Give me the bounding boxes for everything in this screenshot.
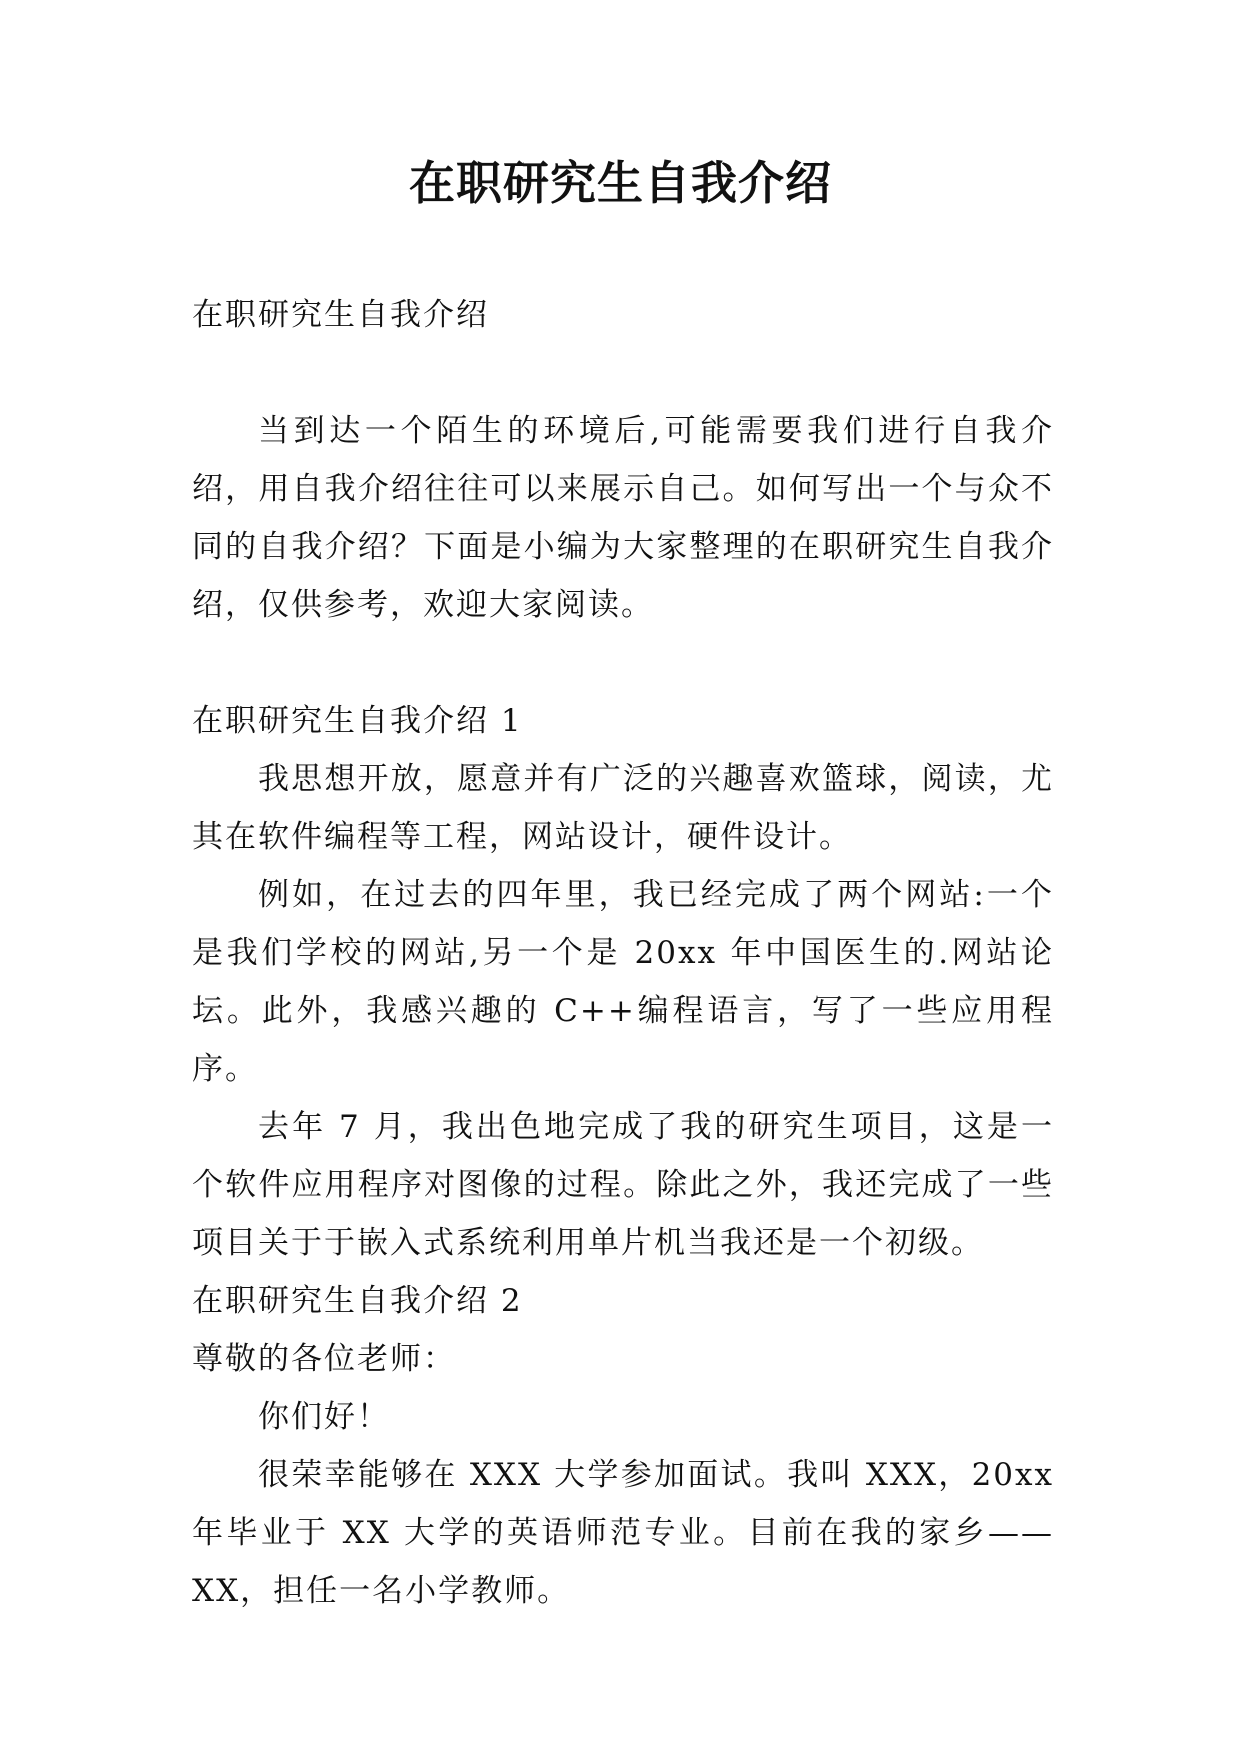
document-subtitle: 在职研究生自我介绍 bbox=[192, 297, 489, 333]
document-body bbox=[192, 286, 1054, 1620]
document-title: 在职研究生自我介绍 bbox=[409, 156, 832, 210]
section-2-paragraph: 很荣幸能够在 XXX 大学参加面试。我叫 XXX，20xx 年毕业于 XX 大学的英语师范专业。目前在我的家乡——XX，担任一名小学教师。 bbox=[192, 1457, 1054, 1609]
section-1-paragraph-2: 例如，在过去的四年里，我已经完成了两个网站:一个是我们学校的网站,另一个是 20xx 年中国医生的.网站论坛。此外，我感兴趣的 C++编程语言，写了一些应用程序。 bbox=[192, 877, 1054, 1087]
section-1-paragraph-3: 去年 7 月，我出色地完成了我的研究生项目，这是一个软件应用程序对图像的过程。除此之外，我还完成了一些项目关于于嵌入式系统利用单片机当我还是一个初级。 bbox=[192, 1109, 1054, 1261]
section-1-paragraph-1: 我思想开放，愿意并有广泛的兴趣喜欢篮球，阅读，尤其在软件编程等工程，网站设计，硬件设计。 bbox=[192, 761, 1054, 855]
section-2-greeting: 你们好！ bbox=[258, 1399, 390, 1435]
section-1-heading: 在职研究生自我介绍 1 bbox=[192, 703, 523, 739]
section-2-salutation: 尊敬的各位老师： bbox=[192, 1341, 456, 1377]
intro-paragraph: 当到达一个陌生的环境后,可能需要我们进行自我介绍，用自我介绍往往可以来展示自己。如何写出一个与众不同的自我介绍？下面是小编为大家整理的在职研究生自我介绍，仅供参考，欢迎大家阅读。 bbox=[192, 413, 1054, 623]
section-2-heading: 在职研究生自我介绍 2 bbox=[192, 1283, 523, 1319]
